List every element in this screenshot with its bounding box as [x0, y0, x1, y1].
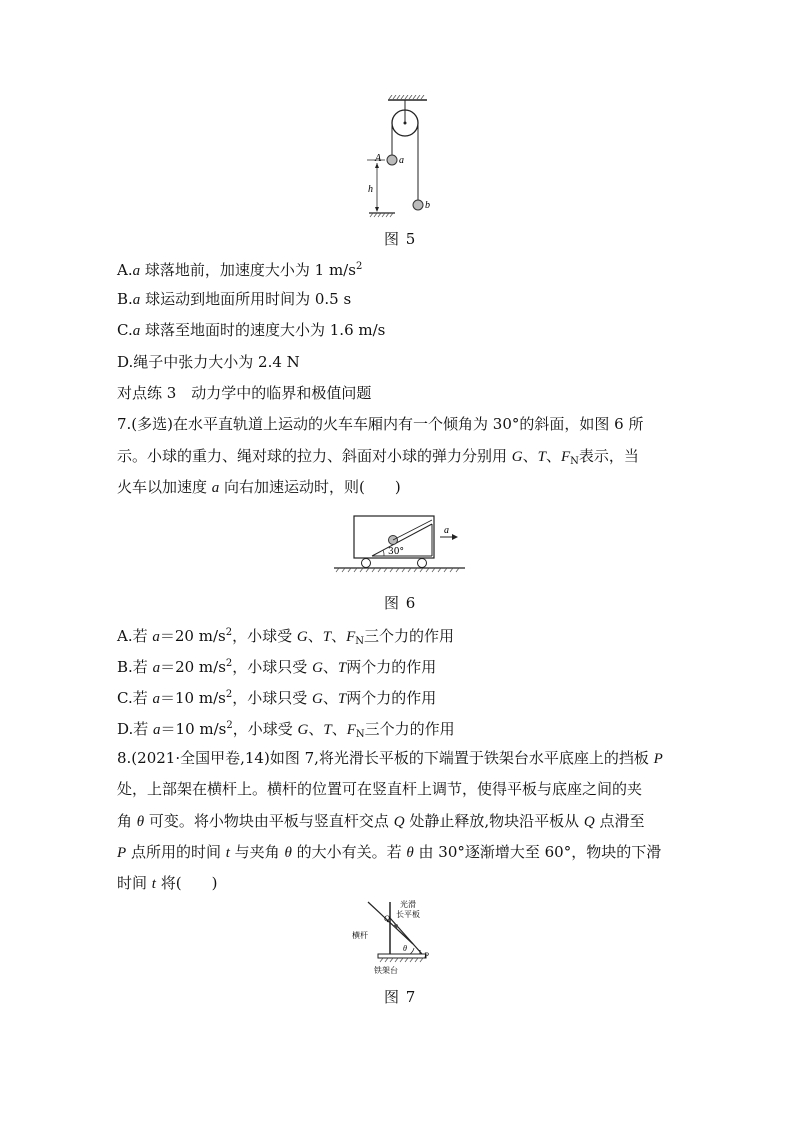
fig5-label-a: a [399, 155, 404, 166]
figure-7-incline-stand-diagram [348, 898, 448, 978]
figure-6-caption: 图 6 [384, 594, 417, 612]
option-b: B.a 球运动到地面所用时间为 0.5 s [117, 290, 352, 308]
option-d: D.绳子中张力大小为 2.4 N [117, 353, 300, 371]
q7-line-1: 7.(多选)在水平直轨道上运动的火车车厢内有一个倾角为 30°的斜面，如图 6 所 [117, 415, 644, 433]
q8-line-1: 8.(2021·全国甲卷,14)如图 7,将光滑长平板的下端置于铁架台水平底座上的挡板 P [117, 749, 663, 767]
fig7-Q-label: Q [384, 914, 390, 923]
q8-line-3: 角 θ 可变。将小物块由平板与竖直杆交点 Q 处静止释放,物块沿平板从 Q 点滑至 [117, 812, 645, 830]
fig5-label-A: A [375, 153, 382, 164]
option-a: A.a 球落地前，加速度大小为 1 $m/s^2$ [117, 261, 363, 279]
q8-line-5: 时间 t 将( ) [117, 874, 218, 892]
fig7-stand-label: 铁架台 [374, 966, 398, 975]
q8-line-2: 处，上部架在横杆上。横杆的位置可在竖直杆上调节，使得平板与底座之间的夹 [117, 780, 643, 798]
section-heading: 对点练 3 动力学中的临界和极值问题 [117, 384, 372, 402]
q8-line-4: P 点所用的时间 t 与夹角 θ 的大小有关。若 θ 由 30°逐渐增大至 60°，物块的下滑 [117, 843, 662, 861]
q7-line-2: 示。小球的重力、绳对球的拉力、斜面对小球的弹力分别用 G、T、$F_N$表示，当 [117, 447, 639, 467]
q7-line-3: 火车以加速度 a 向右加速运动时，则( ) [117, 478, 401, 496]
fig6-arrow-label: a [444, 525, 449, 536]
figure-5-caption: 图 5 [384, 230, 417, 248]
q7-option-a: A.若 a＝20 $m/s^2$，小球受 G、T、$F_N$三个力的作用 [117, 627, 455, 647]
fig5-label-h: h [368, 184, 373, 195]
fig7-theta-label: θ [403, 944, 407, 953]
q7-option-c: C.若 a＝10 $m/s^2$，小球只受 G、T两个力的作用 [117, 689, 437, 707]
q7-option-d: D.若 a＝10 $m/s^2$，小球受 G、T、$F_N$三个力的作用 [117, 720, 455, 740]
figure-7-caption: 图 7 [384, 988, 417, 1006]
fig5-label-b: b [425, 200, 430, 211]
fig7-smooth-label: 光滑 [400, 900, 416, 909]
option-c: C.a 球落至地面时的速度大小为 1.6 m/s [117, 321, 386, 339]
fig6-angle-label: 30° [388, 547, 404, 557]
figure-5-pulley-diagram [355, 95, 445, 220]
fig7-bar-label: 横杆 [352, 931, 368, 940]
fig7-P-label: P [424, 951, 429, 960]
q7-option-b: B.若 a＝20 $m/s^2$，小球只受 G、T两个力的作用 [117, 658, 437, 676]
figure-6-train-incline-diagram [332, 510, 467, 575]
fig7-board-label: 长平板 [396, 910, 420, 919]
